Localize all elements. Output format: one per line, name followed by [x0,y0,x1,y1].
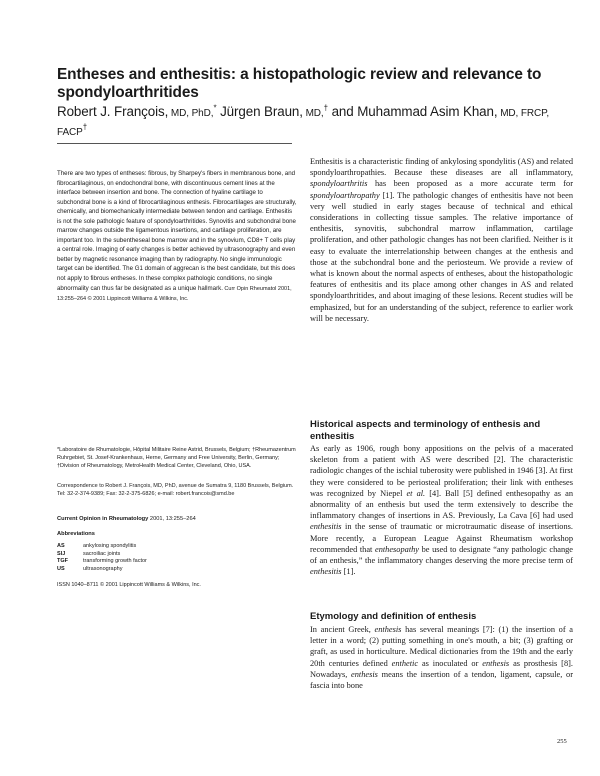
author-degree: MD, [302,108,324,119]
author-name: Jürgen Braun, [216,104,303,119]
affiliation-mark: † [323,103,328,113]
abbreviation-value: sacroiliac joints [83,550,121,557]
abbreviation-key: US [57,565,65,572]
body-text: has been proposed as a more accurate term for [367,179,573,189]
journal-volume: 2001, 13:255–264 [148,516,196,522]
italic-term: enthesitis [310,567,342,577]
author-name: and Muhammad Asim Khan, [327,104,498,119]
italic-term: enthesis [351,669,378,679]
abbreviations-heading: Abbreviations [57,531,95,537]
body-text: as inoculated or [418,658,483,668]
body-text: means the insertion of a tendon, ligament, capsule, or fascia into bone [310,669,573,691]
body-text: in the sense of traumatic or microtraumatic disease of insertions. More recently, a European League Against Rheumatism workshop recommended that [310,522,573,554]
italic-term: spondyloarthritis [310,179,368,189]
abbreviation-key: TGF [57,558,68,565]
abbreviation-value: ultrasonography [83,565,123,572]
journal-name: Current Opinion in Rheumatology [57,516,149,522]
author-degree: MD, PhD, [168,108,214,119]
abstract-text: There are two types of entheses: fibrous, by Sharpey's fibers in membranous bone, and fibrocartilaginous, on endochondral bone, with discontinuous cement lines at the interface between insertion and bone. The connection of hyaline cartilage to subchondral bone is a kind of fibrocartilaginous enthesis. Fibrocartilages are structurally, chemically, and biomechanically intermediate between tendon and cartilage. Enthesitis is not the sole pathologic feature of spondyloarthritides. Synovitis and subchondral bone marrow changes outside the ligamentous insertions, and cartilage proliferation, are important too. In the subentheseal bone marrow and in the synovium, CD8+ T cells play a central role. Imaging of early changes is better achieved by ultrasonography and even better by magnetic resonance imaging than by radiography. No single immunologic target can be identified. The G1 domain of aggrecan is the best candidate, but this does not apply to fibrous entheses. In these complex pathologic conditions, no single abnormality can thus far be designated as a unique hallmark. [57,170,297,292]
etymology-paragraph [310,624,573,691]
body-text: In ancient Greek, [310,625,375,634]
author-degree: MD, FRCP, FACP [57,108,550,138]
body-text: has several meanings [7]: (1) the insertion of a letter in a word; (2) putting something in one's mouth, a bit; (3) grafting or graft, as used in horticulture. Medical dictionaries from the 19th and the early 20th centuries defined [310,625,573,668]
italic-term: enthesis [374,625,402,634]
history-paragraph [310,443,573,577]
abbreviation-value: transforming growth factor [83,558,147,565]
abbreviation-row [57,543,257,551]
issn-copyright: ISSN 1040–8711 © 2001 Lippincott Williams & Wilkins, Inc. [57,582,201,588]
abbreviation-row [57,558,257,566]
article-title: Entheses and enthesitis: a histopathologic review and relevance to spondyloarthritides [57,66,542,101]
section-heading-history: Historical aspects and terminology of enthesis and enthesitis [310,419,541,442]
abstract [57,169,297,305]
title-divider [57,143,292,144]
body-text: Enthesitis is a characteristic finding of ankylosing spondylitis (AS) and related spondyloarthropathies. Because these diseases are all inflammatory, [310,157,573,178]
journal-reference [57,515,196,523]
body-text: [1]. The pathologic changes of enthesitis have not been very well studied in early stages because of technical and ethical considerations in collecting tissue samples. The relative importance of enthesitis, synovitis, subchondral marrow inflammation, cartilage proliferation, and other pathologic changes has not been clarified. Neither is it easy to evaluate the interrelationship between changes at the enthesis and those at the subchondral bone and the periosteum. We provide a review of what is known about the normal aspects of entheses, about the histopathologic features of enthesitis and its place among other changes in AS and related spondyloarthritides, and about imaging of these lesions. Recent studies will be emphasized, but for an understanding of the subject, reference to earlier work will be necessary. [310,190,573,323]
affiliation-mark: * [213,103,217,113]
abstract-citation: Curr Opin Rheumatol 2001, 13:255–264 © 2001 Lippincott Williams & Wilkins, Inc. [57,285,292,303]
correspondence: Correspondence to Robert J. François, MD, PhD, avenue de Sumatra 9, 1180 Brussels, Belgium. Tel: 32-2-374-9389; Fax: 32-2-375-6826; e-mail: robert.francois@smd.be [57,483,294,498]
italic-term: enthesitis [310,522,342,532]
body-text: [4]. Ball [5] defined enthesopathy as an abnormality of an enthesis but used the term extensively to describe the inflammatory changes of insertions in AS. Previously, La Cava [6] had used [310,488,574,521]
affiliation-mark: † [82,122,88,132]
abbreviation-row [57,551,257,559]
abbreviation-value: ankylosing spondylitis [83,543,137,549]
page-number: 255 [557,738,567,745]
italic-term: enthesis [482,658,510,668]
abbreviation-key: SIJ [57,550,66,557]
body-text: As early as 1906, rough bony appositions on the pelvis of a macerated skeleton from a patient with AS were described [2]. The characteristic radiologic changes of the ischial tuberosity were published in 1946 [3]. At first they were considered to be periosteal proliferation; their link with entheses was recognized by Niepel [310,444,573,498]
author-list [57,104,567,141]
italic-term: enthesopathy [374,544,420,554]
body-text: be used to designate “any pathologic change of an enthesis,” the inflammatory changes deserving the more precise term of [310,544,573,566]
author-name: Robert J. François, [57,104,169,119]
intro-paragraph [310,156,573,324]
abbreviations-table [57,543,257,573]
section-heading-etymology: Etymology and definition of enthesis [310,611,477,622]
body-text: as prosthesis [8]. Nowadays, [310,658,573,679]
abbreviation-key: AS [57,543,65,549]
italic-term: spondyloarthropathy [310,190,380,200]
italic-term: et al. [406,488,426,498]
body-text: [1]. [341,567,356,577]
abbreviation-row [57,566,257,574]
italic-term: enthetic [391,658,419,668]
affiliations: *Laboratoire de Rhumatologie, Hôpital Militaire Reine Astrid, Brussels, Belgium; †Rheumazentrum Ruhrgebiet, St. Josef-Krankenhaus, Herne, Germany and Free University, Berlin, Germany; †Division of Rheumatology, MetroHealth Medical Center, Cleveland, Ohio, USA. [57,447,296,470]
